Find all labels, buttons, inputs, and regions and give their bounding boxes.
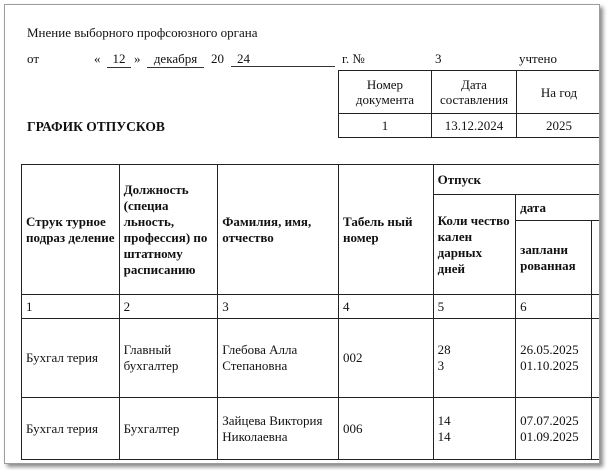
day-field: 12 xyxy=(107,51,131,68)
meta-header-year: На год xyxy=(517,71,601,114)
col-header-next xyxy=(591,221,600,295)
cell-next xyxy=(591,319,600,398)
cell-position: Главный бухгалтер xyxy=(119,319,218,398)
close-quote: » xyxy=(134,51,141,66)
document-page xyxy=(4,4,600,464)
col-number-6: 6 xyxy=(516,295,591,319)
col-header-planned: заплани рованная xyxy=(516,221,591,295)
year-field: 24 xyxy=(231,51,335,67)
cell-tab-number: 006 xyxy=(339,398,434,460)
col-number-7 xyxy=(591,295,600,319)
col-header-department: Струк турное подраз деление xyxy=(22,165,120,295)
cell-days-2: 14 xyxy=(437,428,451,444)
meta-header-doc-number: Номер документа xyxy=(339,71,432,114)
col-header-days: Коли чество кален дарных дней xyxy=(433,195,516,295)
open-quote: « xyxy=(94,51,101,66)
table-row xyxy=(22,398,601,460)
meta-value-year: 2025 xyxy=(517,114,601,138)
col-header-date: дата xyxy=(516,195,600,221)
col-header-position: Должность (специа льность, профессия) по штатному расписанию xyxy=(119,165,218,295)
document-title: ГРАФИК ОТПУСКОВ xyxy=(27,119,165,134)
from-label: от xyxy=(27,51,40,66)
cell-next xyxy=(591,398,600,460)
cell-days xyxy=(433,398,516,460)
schedule-table xyxy=(21,164,600,460)
col-number-2: 2 xyxy=(119,295,218,319)
month-field: декабря xyxy=(147,51,204,68)
col-number-5: 5 xyxy=(433,295,516,319)
cell-date-2: 01.09.2025 xyxy=(520,428,579,444)
number-value: 3 xyxy=(435,51,442,66)
cell-tab-number: 002 xyxy=(339,319,434,398)
cell-days-1: 14 xyxy=(437,412,451,428)
cell-dates xyxy=(516,398,591,460)
col-number-1: 1 xyxy=(22,295,120,319)
cell-days-2: 3 xyxy=(437,358,445,373)
taken-into-account: учтено xyxy=(519,51,557,66)
cell-department: Бухгал терия xyxy=(22,319,120,398)
cell-position: Бухгалтер xyxy=(119,398,218,460)
col-header-tab-number: Табель ный номер xyxy=(339,165,434,295)
cell-full-name: Зайцева Виктория Николаевна xyxy=(218,398,339,460)
table-row xyxy=(22,319,601,398)
cell-days xyxy=(433,319,516,398)
cell-date-1: 07.07.2025 xyxy=(520,412,579,428)
col-header-full-name: Фамилия, имя, отчество xyxy=(218,165,339,295)
col-header-vacation: Отпуск xyxy=(433,165,600,195)
number-label: г. № xyxy=(342,51,365,66)
col-number-4: 4 xyxy=(339,295,434,319)
col-number-3: 3 xyxy=(218,295,339,319)
meta-table xyxy=(338,70,600,138)
cell-full-name: Глебова Алла Степановна xyxy=(218,319,339,398)
meta-value-doc-number: 1 xyxy=(339,114,432,138)
cell-department: Бухгал терия xyxy=(22,398,120,460)
cell-days-1: 28 xyxy=(437,342,451,357)
meta-value-date: 13.12.2024 xyxy=(432,114,517,138)
opinion-line: Мнение выборного профсоюзного органа xyxy=(27,25,258,40)
year-prefix: 20 xyxy=(211,51,224,66)
cell-date-2: 01.10.2025 xyxy=(520,358,579,373)
meta-header-date: Дата составления xyxy=(432,71,517,114)
cell-dates xyxy=(516,319,591,398)
cell-date-1: 26.05.2025 xyxy=(520,342,579,357)
